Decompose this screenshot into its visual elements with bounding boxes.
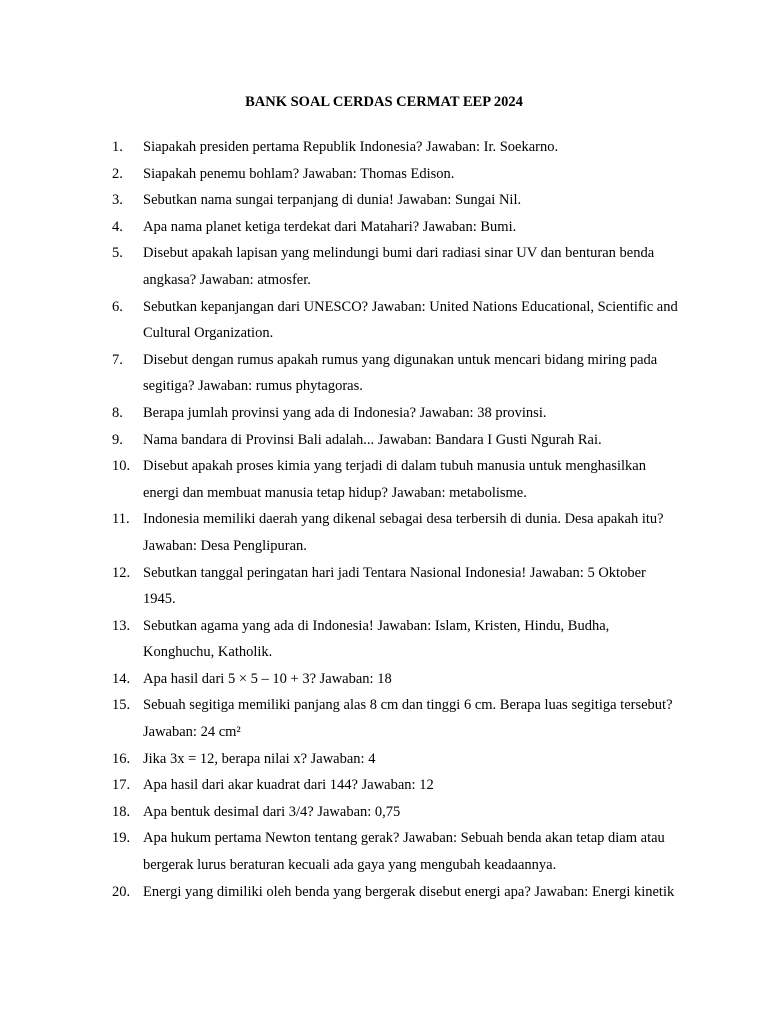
question-text: Apa bentuk desimal dari 3/4? Jawaban: 0,75 — [143, 803, 401, 820]
question-text: Jika 3x = 12, berapa nilai x? Jawaban: 4 — [143, 750, 376, 767]
question-number: 20. — [112, 883, 131, 900]
question-number: 10. — [112, 458, 131, 475]
question-item — [112, 825, 682, 878]
question-item — [112, 294, 682, 347]
question-item — [112, 692, 682, 745]
question-text: Disebut dengan rumus apakah rumus yang digunakan untuk mencari bidang miring pada segitiga? Jawaban: rumus phytagoras. — [143, 351, 658, 395]
question-number: 4. — [112, 218, 123, 235]
question-number: 6. — [112, 298, 123, 315]
question-item — [112, 666, 682, 693]
question-item — [112, 134, 682, 161]
question-item — [112, 187, 682, 214]
question-item — [112, 560, 682, 613]
question-number: 3. — [112, 192, 123, 209]
question-text: Sebutkan agama yang ada di Indonesia! Jawaban: Islam, Kristen, Hindu, Budha, Konghuchu, Katholik. — [143, 617, 610, 661]
question-number: 19. — [112, 830, 131, 847]
question-text: Energi yang dimiliki oleh benda yang bergerak disebut energi apa? Jawaban: Energi kinetik — [143, 883, 675, 900]
question-text: Apa hukum pertama Newton tentang gerak? Jawaban: Sebuah benda akan tetap diam atau bergerak lurus beraturan kecuali ada gaya yang mengubah keadaannya. — [143, 830, 665, 874]
question-number: 8. — [112, 404, 123, 421]
question-item — [112, 161, 682, 188]
question-number: 9. — [112, 431, 123, 448]
question-item — [112, 427, 682, 454]
question-item — [112, 772, 682, 799]
question-text: Sebuah segitiga memiliki panjang alas 8 cm dan tinggi 6 cm. Berapa luas segitiga tersebut? Jawaban: 24 cm² — [143, 697, 673, 741]
question-text: Disebut apakah proses kimia yang terjadi di dalam tubuh manusia untuk menghasilkan energi dan membuat manusia tetap hidup? Jawaban: metabolisme. — [143, 458, 646, 501]
question-item — [112, 799, 682, 826]
question-number: 17. — [112, 777, 131, 794]
question-item — [112, 453, 682, 506]
question-number: 2. — [112, 165, 123, 182]
question-number: 11. — [112, 511, 130, 528]
question-text: Siapakah presiden pertama Republik Indonesia? Jawaban: Ir. Soekarno. — [143, 139, 559, 155]
question-item — [112, 214, 682, 241]
question-text: Apa hasil dari 5 × 5 – 10 + 3? Jawaban: 18 — [143, 670, 392, 687]
question-text: Berapa jumlah provinsi yang ada di Indonesia? Jawaban: 38 provinsi. — [143, 404, 547, 421]
question-text: Indonesia memiliki daerah yang dikenal sebagai desa terbersih di dunia. Desa apakah itu? Jawaban: Desa Penglipuran. — [143, 511, 664, 554]
question-number: 14. — [112, 670, 131, 687]
question-number: 1. — [112, 139, 123, 155]
question-text: Sebutkan kepanjangan dari UNESCO? Jawaban: United Nations Educational, Scientific and Cultural Organization. — [143, 298, 678, 342]
document-title: BANK SOAL CERDAS CERMAT EEP 2024 — [245, 94, 523, 110]
question-text: Sebutkan tanggal peringatan hari jadi Tentara Nasional Indonesia! Jawaban: 5 Oktober 1945. — [143, 564, 646, 608]
question-number: 12. — [112, 564, 131, 581]
question-item — [112, 400, 682, 427]
question-text: Siapakah penemu bohlam? Jawaban: Thomas Edison. — [143, 165, 455, 182]
question-text: Apa hasil dari akar kuadrat dari 144? Jawaban: 12 — [143, 777, 434, 794]
question-number: 18. — [112, 803, 131, 820]
question-number: 15. — [112, 697, 131, 714]
question-item — [112, 613, 682, 666]
question-text: Nama bandara di Provinsi Bali adalah... Jawaban: Bandara I Gusti Ngurah Rai. — [143, 431, 602, 448]
question-item — [112, 240, 682, 293]
question-item — [112, 746, 682, 773]
question-text: Apa nama planet ketiga terdekat dari Matahari? Jawaban: Bumi. — [143, 218, 517, 235]
question-item — [112, 347, 682, 400]
question-item — [112, 879, 682, 906]
question-number: 7. — [112, 351, 123, 368]
question-number: 5. — [112, 245, 123, 262]
question-text: Sebutkan nama sungai terpanjang di dunia! Jawaban: Sungai Nil. — [143, 192, 522, 209]
question-text: Disebut apakah lapisan yang melindungi bumi dari radiasi sinar UV dan benturan benda angkasa? Jawaban: atmosfer. — [143, 245, 655, 288]
question-list — [112, 134, 682, 905]
question-number: 16. — [112, 750, 131, 767]
question-number: 13. — [112, 617, 131, 634]
question-item — [112, 506, 682, 559]
